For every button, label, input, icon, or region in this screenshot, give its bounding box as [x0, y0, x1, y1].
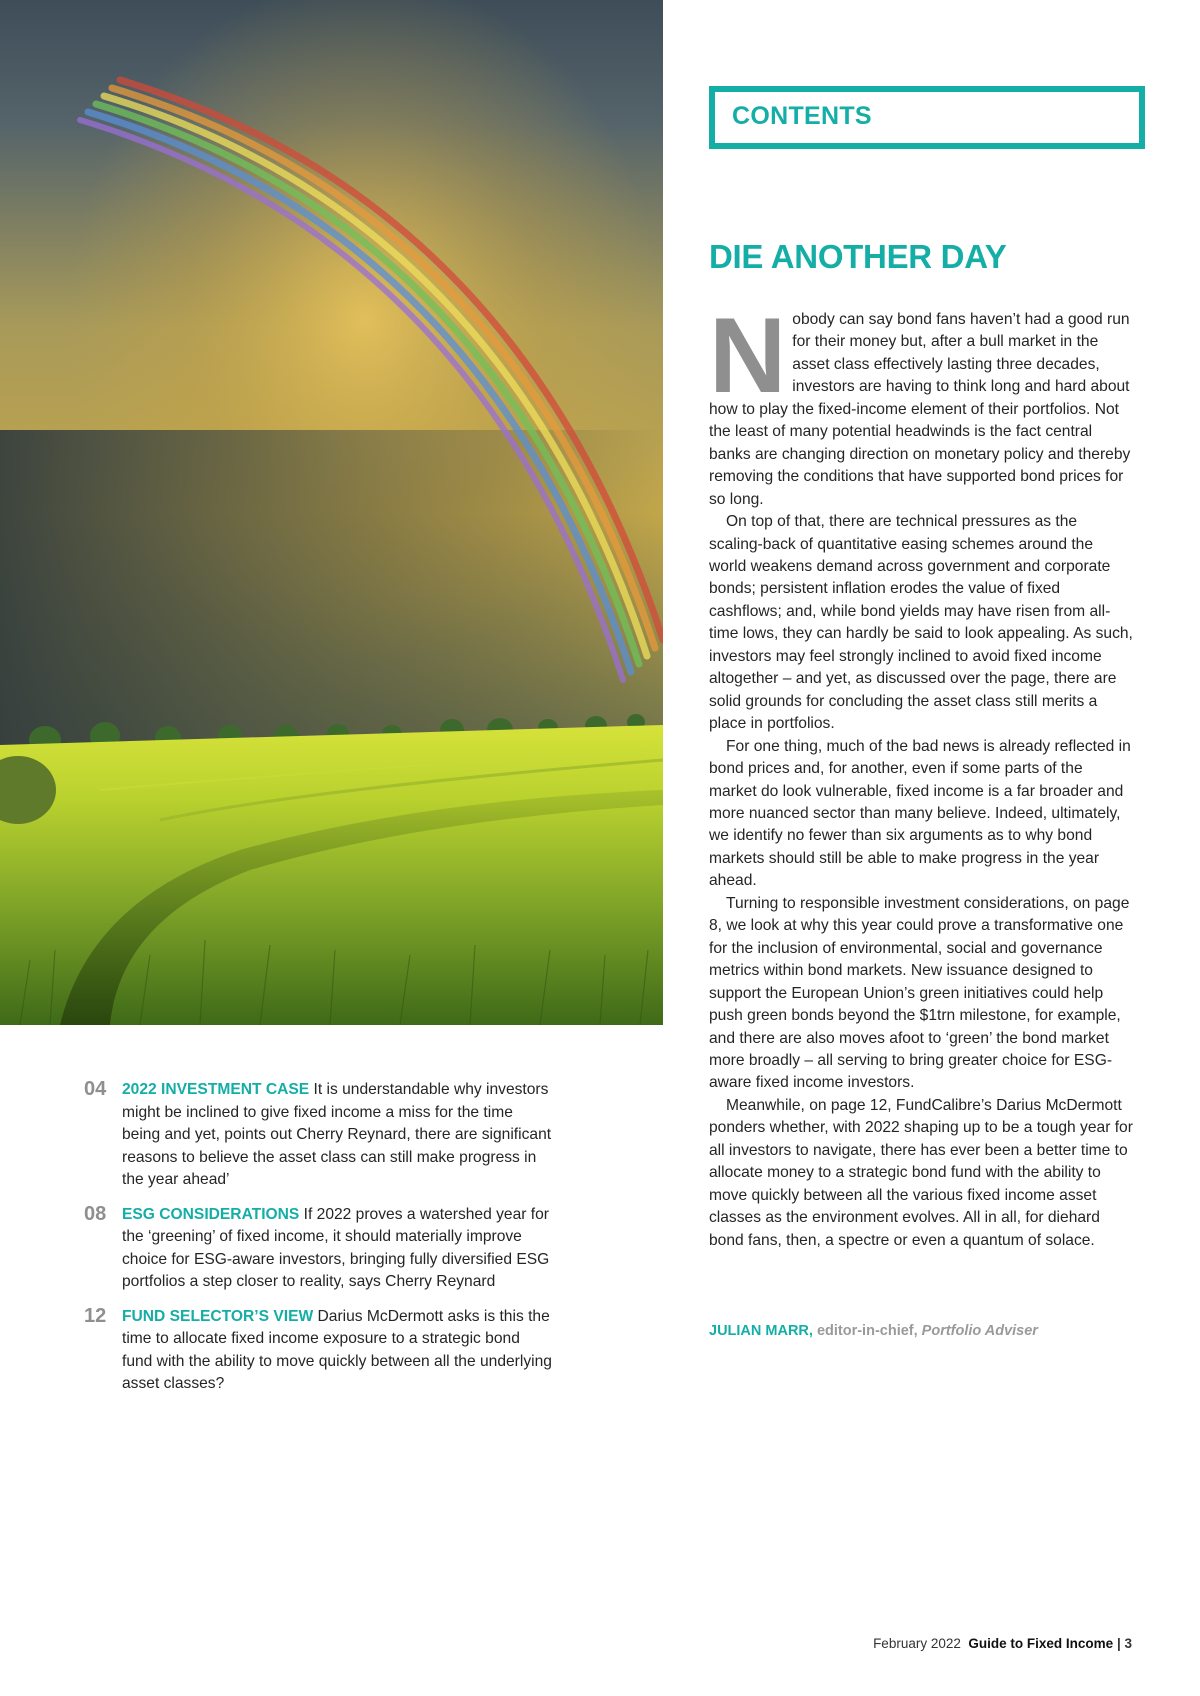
page-footer — [873, 1636, 1132, 1651]
article-paragraph-1: Nobody can say bond fans haven’t had a good run for their money but, after a bull market in the asset class effectively lasting three decades, investors are having to think long and hard about how to play the fixed-income element of their portfolios. Not the least of many potential headwinds is the fact central banks are changing direction on monetary policy and thereby removing the conditions that have supported bond prices for so long. — [709, 295, 1131, 508]
toc-page-number: 12 — [84, 1304, 107, 1327]
author-name: JULIAN MARR, — [709, 1323, 813, 1339]
hero-photo-rainbow-field — [0, 0, 663, 1025]
toc-description: If 2022 proves a watershed year for the ‘greening’ of fixed income, it should materially improve choice for ESG-aware investors, bringing fully diversified ESG portfolios a step closer to reality, says Cherry Reynard — [122, 1205, 550, 1290]
toc-item[interactable] — [84, 1079, 554, 1192]
contents-label: CONTENTS — [732, 102, 872, 130]
toc-page-number: 08 — [84, 1202, 107, 1225]
footer-date: February 2022 — [873, 1636, 961, 1651]
author-role: editor-in-chief, — [812, 1323, 922, 1339]
toc-item[interactable] — [84, 1306, 554, 1396]
article-paragraph-3: For one thing, much of the bad news is already reflected in bond prices and, for another, even if some parts of the market do look vulnerable, fixed income is a far broader and more nuanced sector than many believe. Indeed, ultimately, we identify no fewer than six arguments as to why bond markets should still be able to make progress in the year ahead. — [709, 737, 1131, 890]
toc-item[interactable] — [84, 1204, 554, 1294]
article-paragraph-4: Turning to responsible investment considerations, on page 8, we look at why this year could prove a transformative one for the inclusion of environmental, social and governance metrics within bond markets. New issuance designed to support the European Union’s green initiatives could help push green bonds beyond the $1trn milestone, for example, and there are also moves afoot to ‘green’ the bond market more broadly – all serving to bring greater choice for ESG-aware fixed income investors. — [709, 894, 1130, 1092]
toc-title: 2022 INVESTMENT CASE — [122, 1081, 310, 1098]
toc-description: It is understandable why investors might be inclined to give fixed income a miss for the time being and yet, points out Cherry Reynard, there are significant reasons to believe the asset class can still make progress in the year ahead’ — [122, 1081, 552, 1188]
author-byline — [709, 1323, 1038, 1339]
toc-description: Darius McDermott asks is this the time to allocate fixed income exposure to a strategic bond fund with the ability to move quickly between all the underlying asset classes? — [122, 1307, 552, 1392]
publication-name: Portfolio Adviser — [921, 1323, 1038, 1339]
article-paragraph-5: Meanwhile, on page 12, FundCalibre’s Darius McDermott ponders whether, with 2022 shaping up to be a tough year for all investors to navigate, there has ever been a better time to allocate money to a strategic bond fund with the ability to move quickly between all the various fixed income asset classes as the environment evolves. All in all, for diehard bond fans, then, a spectre or even a quantum of solace. — [709, 1096, 1133, 1249]
article-paragraph-2: On top of that, there are technical pressures as the scaling-back of quantitative easing schemes around the world weakens demand across government and corporate bonds; persistent inflation erodes the value of fixed cashflows; and, while bond yields may have risen from all-time lows, they can hardly be said to look appealing. As such, investors may feel strongly inclined to avoid fixed income altogether – and yet, as discussed over the page, there are solid grounds for concluding the asset class still merits a place in portfolios. — [709, 513, 1133, 733]
editorial-article — [709, 295, 1134, 1252]
footer-guide-title: Guide to Fixed Income — [968, 1636, 1114, 1651]
toc-page-number: 04 — [84, 1078, 107, 1100]
table-of-contents — [84, 1079, 554, 1408]
article-headline: DIE ANOTHER DAY — [709, 238, 1007, 275]
footer-separator: | — [1116, 1636, 1121, 1651]
drop-cap: N — [709, 295, 787, 415]
page-number: 3 — [1124, 1636, 1132, 1651]
toc-title: ESG CONSIDERATIONS — [122, 1205, 300, 1223]
toc-title: FUND SELECTOR’S VIEW — [122, 1307, 314, 1325]
contents-header-box — [709, 86, 1145, 149]
